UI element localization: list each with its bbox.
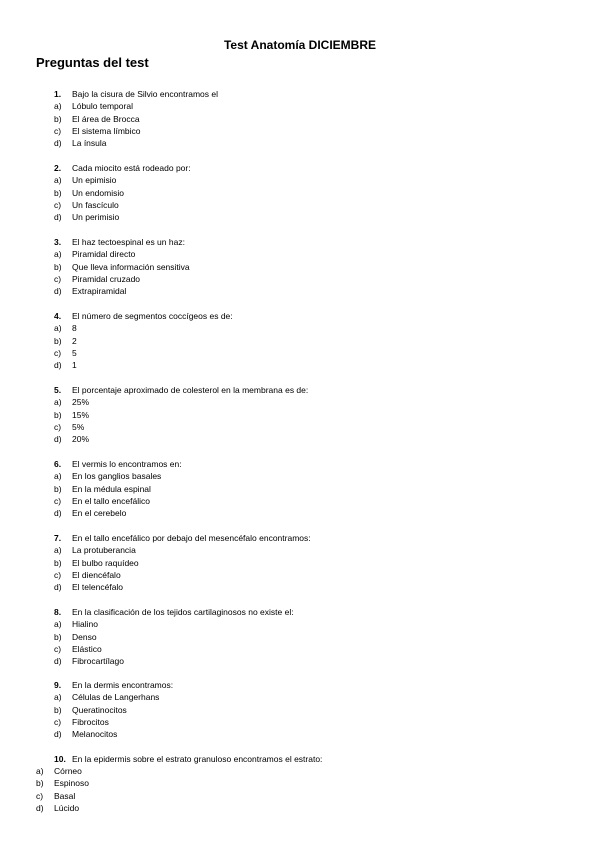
option-text: La protuberancia [72, 545, 136, 556]
section-subtitle: Preguntas del test [36, 55, 149, 70]
option-c [54, 347, 233, 359]
question-number: 3. [54, 237, 62, 247]
option-letter: d) [54, 508, 62, 519]
option-letter: d) [54, 434, 62, 445]
option-letter: a) [54, 397, 62, 408]
option-letter: c) [54, 199, 62, 210]
option-text: Un perimisio [72, 212, 120, 223]
question-text: Bajo la cisura de Silvio encontramos el [72, 89, 218, 99]
option-a [54, 248, 190, 260]
option-text: 25% [72, 397, 90, 408]
option-b [36, 777, 89, 789]
option-c [54, 643, 294, 655]
option-letter: c) [54, 569, 62, 580]
question-text: En la dermis encontramos: [72, 680, 174, 690]
option-text: El telencéfalo [72, 582, 124, 593]
option-text: El área de Brocca [72, 113, 140, 124]
question-text: En la epidermis sobre el estrato granuloso encontramos el estrato: [72, 754, 323, 764]
option-c [54, 421, 308, 433]
option-text: En la médula espinal [72, 483, 151, 494]
option-c [54, 716, 173, 728]
question-text: El vermis lo encontramos en: [72, 459, 182, 469]
option-text: Un endomisio [72, 187, 124, 198]
question-3 [54, 236, 190, 297]
option-a [54, 322, 233, 334]
option-letter: a) [36, 766, 44, 776]
option-letter: b) [54, 113, 62, 124]
option-text: Un fascículo [72, 199, 119, 210]
option-letter: a) [54, 101, 62, 112]
option-letter: d) [54, 656, 62, 667]
option-letter: b) [54, 557, 62, 568]
option-letter: b) [54, 187, 62, 198]
question-number: 1. [54, 89, 62, 99]
option-letter: c) [54, 273, 62, 284]
option-letter: a) [54, 619, 62, 630]
option-text: 15% [72, 409, 90, 420]
option-c [54, 199, 191, 211]
option-letter: d) [54, 212, 62, 223]
option-b [54, 409, 308, 421]
option-d [54, 211, 191, 223]
question-9 [54, 679, 173, 740]
option-d [54, 359, 233, 371]
option-letter: a) [54, 323, 62, 334]
option-letter: d) [54, 286, 62, 297]
option-letter: b) [54, 261, 62, 272]
question-text: El número de segmentos coccígeos es de: [72, 311, 233, 321]
option-text: 20% [72, 434, 90, 445]
option-b [54, 113, 218, 125]
option-d [54, 655, 294, 667]
question-4 [54, 310, 233, 371]
option-d [54, 433, 308, 445]
option-text: 8 [72, 323, 77, 334]
option-b [54, 631, 294, 643]
option-c [54, 125, 218, 137]
option-text: Córneo [54, 766, 82, 776]
option-letter: c) [36, 790, 44, 801]
option-text: Lóbulo temporal [72, 101, 133, 112]
option-letter: a) [54, 692, 62, 703]
question-7 [54, 532, 311, 593]
option-letter: b) [54, 409, 62, 420]
option-text: El bulbo raquídeo [72, 557, 139, 568]
option-letter: b) [36, 778, 44, 789]
question-number: 4. [54, 311, 62, 321]
option-letter: c) [54, 125, 62, 136]
option-text: Denso [72, 631, 97, 642]
option-letter: d) [36, 802, 44, 813]
option-text: Basal [54, 790, 76, 801]
option-d [54, 137, 218, 149]
option-c [36, 790, 89, 802]
option-letter: c) [54, 421, 62, 432]
option-text: El diencéfalo [72, 569, 121, 580]
option-letter: c) [54, 643, 62, 654]
option-b [54, 261, 190, 273]
option-d [54, 581, 311, 593]
option-letter: b) [54, 483, 62, 494]
option-a [54, 396, 308, 408]
option-text: Fibrocitos [72, 716, 109, 727]
option-letter: b) [54, 704, 62, 715]
option-text: 5% [72, 421, 85, 432]
option-text: Melanocitos [72, 729, 118, 740]
option-text: Extrapiramidal [72, 286, 127, 297]
option-letter: a) [54, 249, 62, 260]
option-text: En los ganglios basales [72, 471, 162, 482]
option-text: En el tallo encefálico [72, 495, 150, 506]
question-number: 9. [54, 680, 62, 690]
question-5 [54, 384, 308, 445]
option-letter: c) [54, 716, 62, 727]
option-text: En el cerebelo [72, 508, 127, 519]
option-text: El sistema límbico [72, 125, 141, 136]
question-number: 6. [54, 459, 62, 469]
option-text: 2 [72, 335, 77, 346]
option-text: Un epimisio [72, 175, 117, 186]
option-text: 1 [72, 360, 77, 371]
option-text: Células de Langerhans [72, 692, 160, 703]
question-text: En el tallo encefálico por debajo del mesencéfalo encontramos: [72, 533, 311, 543]
option-letter: c) [54, 495, 62, 506]
option-text: Piramidal directo [72, 249, 136, 260]
option-d [54, 285, 190, 297]
option-text: Lúcido [54, 802, 80, 813]
option-b [54, 483, 182, 495]
option-d [54, 507, 182, 519]
option-d [36, 802, 89, 814]
option-c [54, 495, 182, 507]
option-letter: b) [54, 335, 62, 346]
option-text: Que lleva información sensitiva [72, 261, 190, 272]
option-d [54, 728, 173, 740]
option-c [54, 273, 190, 285]
option-a [54, 174, 191, 186]
question-number: 10. [54, 754, 66, 764]
option-letter: b) [54, 631, 62, 642]
question-10 [54, 753, 322, 765]
question-6 [54, 458, 182, 519]
option-c [54, 569, 311, 581]
question-8 [54, 606, 294, 667]
question-text: En la clasificación de los tejidos cartilaginosos no existe el: [72, 607, 294, 617]
question-number: 2. [54, 163, 62, 173]
option-text: Queratinocitos [72, 704, 127, 715]
page-title: Test Anatomía DICIEMBRE [223, 38, 376, 52]
option-b [54, 704, 173, 716]
option-letter: d) [54, 729, 62, 740]
question-text: Cada miocito está rodeado por: [72, 163, 191, 173]
option-letter: a) [54, 175, 62, 186]
option-letter: a) [54, 545, 62, 556]
option-text: 5 [72, 347, 77, 358]
question-text: El haz tectoespinal es un haz: [72, 237, 185, 247]
option-a [54, 618, 294, 630]
question-number: 7. [54, 533, 62, 543]
question-10-options [36, 765, 89, 814]
option-a [54, 470, 182, 482]
question-text: El porcentaje aproximado de colesterol en la membrana es de: [72, 385, 309, 395]
option-text: Espinoso [54, 778, 89, 789]
option-a [54, 691, 173, 703]
option-text: Piramidal cruzado [72, 273, 141, 284]
question-2 [54, 162, 191, 223]
question-number: 5. [54, 385, 62, 395]
option-letter: a) [54, 471, 62, 482]
option-text: Hialino [72, 619, 98, 630]
option-b [54, 557, 311, 569]
option-a [54, 100, 218, 112]
option-letter: d) [54, 582, 62, 593]
option-b [54, 187, 191, 199]
option-text: Fibrocartílago [72, 656, 124, 667]
option-letter: d) [54, 360, 62, 371]
option-letter: c) [54, 347, 62, 358]
option-b [54, 335, 233, 347]
option-text: La ínsula [72, 138, 107, 149]
option-letter: d) [54, 138, 62, 149]
option-a [36, 765, 89, 777]
question-number: 8. [54, 607, 62, 617]
option-a [54, 544, 311, 556]
option-text: Elástico [72, 643, 102, 654]
question-1 [54, 88, 218, 149]
